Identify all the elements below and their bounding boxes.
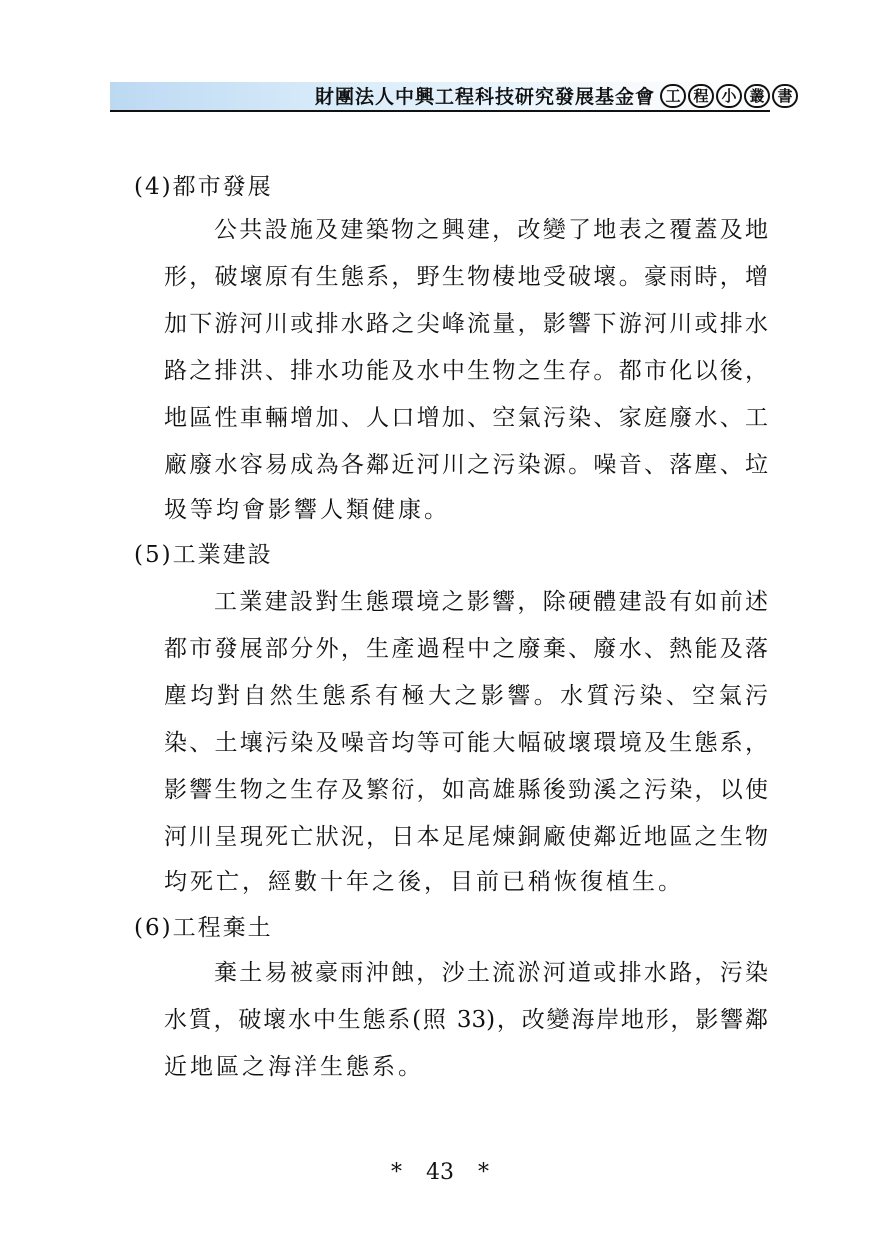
page-number: 43: [426, 1160, 454, 1185]
paragraph-line: 加下游河川或排水路之尖峰流量，影響下游河川或排水: [164, 311, 768, 337]
paragraph-line: 地區性車輛增加、人口增加、空氣污染、家庭廢水、工: [164, 405, 768, 431]
header-organization: 財團法人中興工程科技研究發展基金會: [314, 86, 655, 108]
section-heading: (5)工業建設: [134, 542, 273, 568]
paragraph-line: 廠廢水容易成為各鄰近河川之污染源。噪音、落塵、垃: [164, 452, 768, 478]
series-badge: 叢: [744, 84, 770, 108]
series-badge: 程: [688, 84, 714, 108]
paragraph-line: 河川呈現死亡狀況，日本足尾煉銅廠使鄰近地區之生物: [164, 824, 768, 850]
paragraph-line: 都市發展部分外，生產過程中之廢棄、廢水、熱能及落: [164, 636, 768, 662]
paragraph-line: 染、土壤污染及噪音均等可能大幅破壞環境及生態系，: [164, 730, 768, 756]
header-rule: [110, 110, 770, 112]
paragraph-line: 公共設施及建築物之興建，改變了地表之覆蓋及地: [214, 217, 768, 243]
footer-star-right: *: [478, 1160, 489, 1185]
footer-star-left: *: [391, 1160, 402, 1185]
series-badge: 書: [772, 84, 798, 108]
section-heading: (6)工程棄土: [134, 915, 273, 941]
series-badges: [660, 84, 798, 108]
paragraph-line: 均死亡，經數十年之後，目前已稍恢復植生。: [164, 869, 684, 895]
series-badge: 工: [660, 84, 686, 108]
series-badge: 小: [716, 84, 742, 108]
paragraph-line: 水質，破壞水中生態系(照 33)，改變海岸地形，影響鄰: [164, 1007, 768, 1033]
paragraph-line: 棄土易被豪雨沖蝕，沙土流淤河道或排水路，污染: [214, 960, 768, 986]
section-heading: (4)都市發展: [134, 174, 273, 200]
paragraph-line: 近地區之海洋生態系。: [164, 1054, 424, 1080]
paragraph-line: 工業建設對生態環境之影響，除硬體建設有如前述: [214, 589, 768, 615]
paragraph-line: 影響生物之生存及繁衍，如高雄縣後勁溪之污染，以使: [164, 777, 768, 803]
paragraph-line: 形，破壞原有生態系，野生物棲地受破壞。豪雨時，增: [164, 264, 768, 290]
paragraph-line: 圾等均會影響人類健康。: [164, 497, 450, 523]
paragraph-line: 路之排洪、排水功能及水中生物之生存。都市化以後，: [164, 358, 768, 384]
page-footer: [0, 1160, 880, 1185]
paragraph-line: 塵均對自然生態系有極大之影響。水質污染、空氣污: [164, 683, 768, 709]
